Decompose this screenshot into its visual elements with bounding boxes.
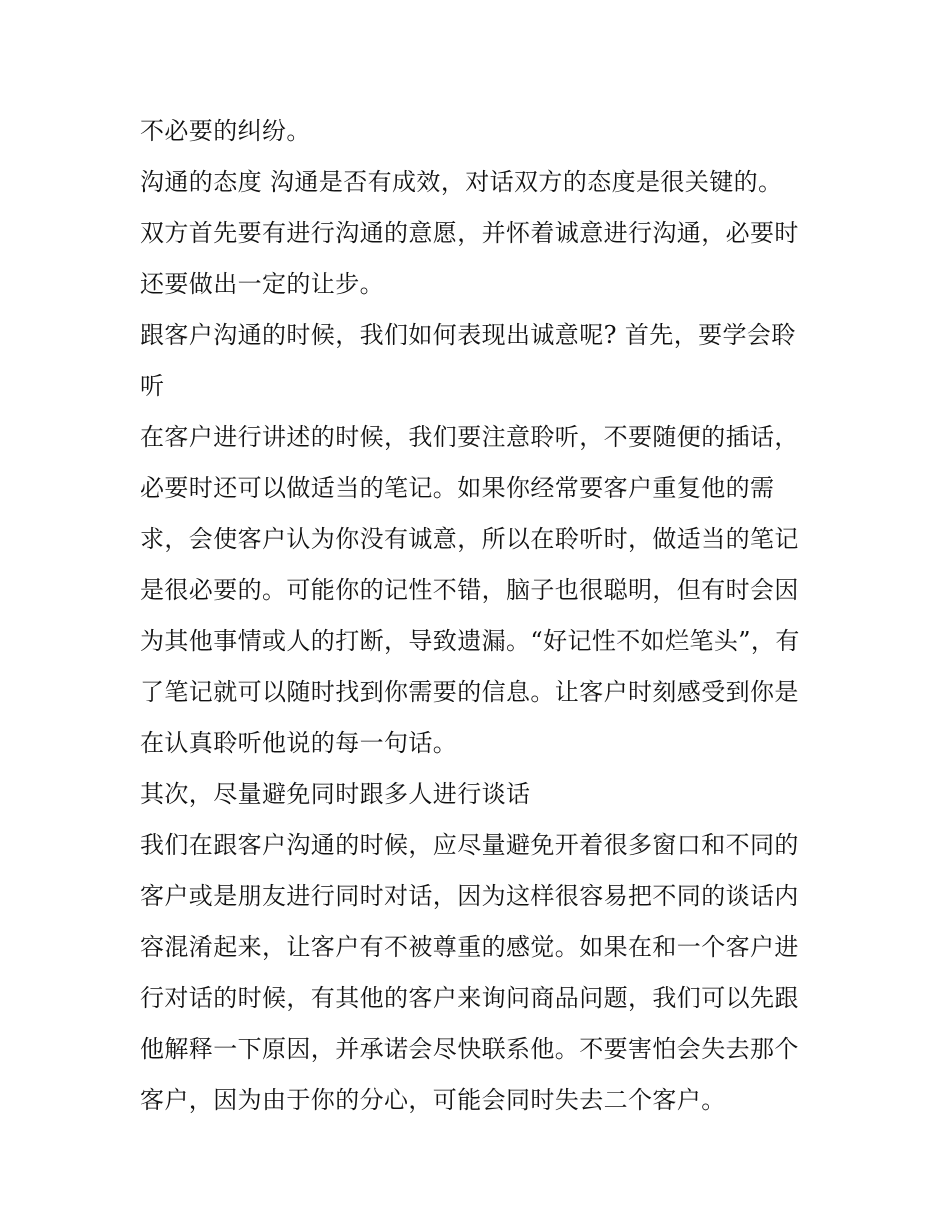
text-line: 听 xyxy=(140,372,165,400)
text-line: 沟通的态度 沟通是否有成效，对话双方的态度是很关键的。 xyxy=(140,168,783,196)
text-line: 客户或是朋友进行同时对话，因为这样很容易把不同的谈话内 xyxy=(140,882,799,910)
text-line: 跟客户沟通的时候，我们如何表现出诚意呢? 首先，要学会聆 xyxy=(140,321,796,349)
text-line: 双方首先要有进行沟通的意愿，并怀着诚意进行沟通，必要时 xyxy=(140,219,799,247)
text-line: 是很必要的。可能你的记性不错，脑子也很聪明，但有时会因 xyxy=(140,576,799,604)
text-line: 为其他事情或人的打断，导致遗漏。“好记性不如烂笔头”，有 xyxy=(140,627,800,655)
text-line: 其次，尽量避免同时跟多人进行谈话 xyxy=(140,780,531,808)
text-line: 了笔记就可以随时找到你需要的信息。让客户时刻感受到你是 xyxy=(140,678,799,706)
body-text xyxy=(140,106,820,1126)
text-line: 还要做出一定的让步。 xyxy=(140,270,384,298)
text-line: 我们在跟客户沟通的时候，应尽量避免开着很多窗口和不同的 xyxy=(140,831,799,859)
text-line: 他解释一下原因，并承诺会尽快联系他。不要害怕会失去那个 xyxy=(140,1035,799,1063)
text-line: 在认真聆听他说的每一句话。 xyxy=(140,729,458,757)
text-line: 求，会使客户认为你没有诚意，所以在聆听时，做适当的笔记 xyxy=(140,525,799,553)
text-line: 行对话的时候，有其他的客户来询问商品问题，我们可以先跟 xyxy=(140,984,799,1012)
text-line: 必要时还可以做适当的笔记。如果你经常要客户重复他的需 xyxy=(140,474,775,502)
text-line: 在客户进行讲述的时候，我们要注意聆听，不要随便的插话， xyxy=(140,423,799,451)
text-line: 不必要的纠纷。 xyxy=(140,117,311,145)
text-line: 容混淆起来，让客户有不被尊重的感觉。如果在和一个客户进 xyxy=(140,933,799,961)
text-line: 客户，因为由于你的分心，可能会同时失去二个客户。 xyxy=(140,1086,726,1114)
